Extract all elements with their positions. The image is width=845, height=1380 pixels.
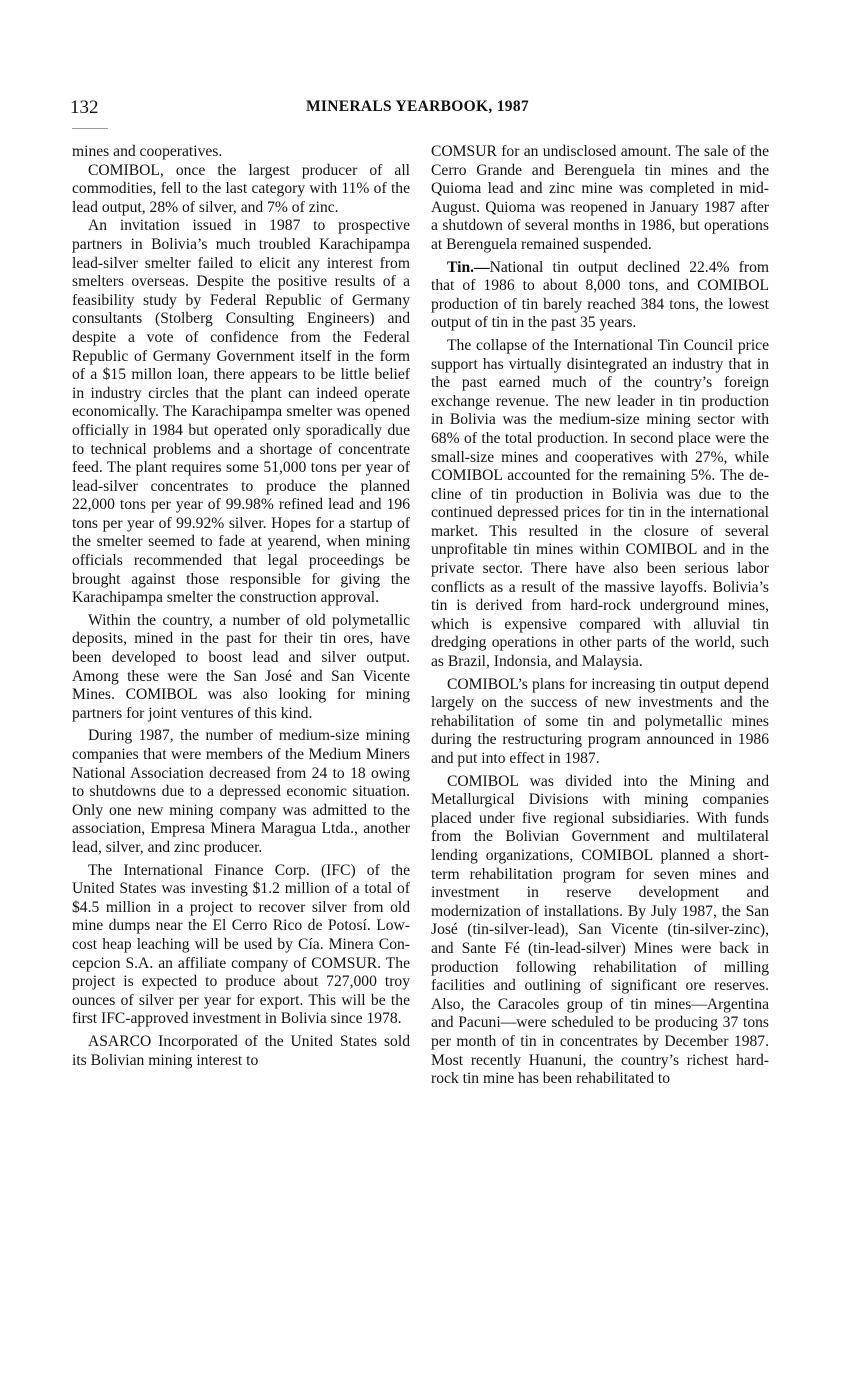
paragraph: COMSUR for an undisclosed amount. The sale of the Cerro Grande and Berenguela tin mines and the Quioma lead and zinc mine was completed in mid-August. Quioma was reopened in January 1987 after a shutdown of several months in 1986, but operations at Berenguela remained suspended. bbox=[431, 143, 769, 253]
page-number: 132 bbox=[70, 97, 99, 118]
paragraph: COMIBOL’s plans for increasing tin output depend largely on the success of new investments and the rehabilitation of some tin and polymetallic mines during the restructuring program announced in 1986 and put into effect in 1987. bbox=[431, 675, 769, 767]
paragraph: The collapse of the International Tin Council price support has virtually disintegrated an industry that in the past earned much of the country’s foreign exchange revenue. The new leader in tin production in Bolivia was the medium-size mining sector with 68% of the total production. In second place were the small-size mines and cooperatives with 27%, while COMIBOL accounted for the remaining 5%. The decline of tin production in Bolivia was due to the continued depressed prices for tin in the international market. This resulted in the closure of several unprofitable tin mines within COMIBOL and in the private sector. There have also been serious labor conflicts as a result of the massive layoffs. Bolivia’s tin is derived from hard-rock underground mines, which is expensive compared with alluvial tin dredging operations in other parts of the world, such as Brazil, Indonsia, and Malaysia. bbox=[431, 336, 769, 671]
running-title: MINERALS YEARBOOK, 1987 bbox=[306, 98, 529, 115]
header-rule bbox=[72, 128, 108, 129]
paragraph: ASARCO Incorporated of the United States sold its Bolivian mining interest to bbox=[72, 1032, 410, 1069]
paragraph: COMIBOL was divided into the Mining and Metallurgical Divisions with mining companies placed under five regional subsidiaries. With funds from the Bolivian Government and multilateral lending organizations, COMIBOL planned a short-term rehabilitation program for seven mines and investment in reserve development and modernization of installations. By July 1987, the San José (tin-silver-lead), San Vicente (tin-silver-zinc), and Sante Fé (tin-lead-silver) Mines were back in production following rehabilitation of milling facilities and outlining of significant ore reserves. Also, the Caracoles group of tin mines—Argentina and Pacuni—were scheduled to be producing 37 tons per month of tin in concentrates by December 1987. Most recently Huanuni, the country’s richest hard-rock tin mine has been rehabilitated to bbox=[431, 772, 769, 1088]
paragraph: The International Finance Corp. (IFC) of the United States was investing $1.2 million of a total of $4.5 million in a project to recover silver from old mine dumps near the El Cerro Rico de Potosí. Low-cost heap leaching will be used by Cía. Minera Concepcion S.A. an affiliate company of COMSUR. The project is expected to produce about 727,000 troy ounces of silver per year for export. This will be the first IFC-approved investment in Bolivia since 1978. bbox=[72, 861, 410, 1028]
page-header bbox=[70, 97, 775, 125]
tin-heading: Tin.— bbox=[447, 258, 490, 276]
paragraph: mines and cooperatives. bbox=[72, 143, 223, 160]
right-column bbox=[431, 143, 769, 1293]
paragraph: COMIBOL, once the largest producer of all commodities, fell to the last category with 11% of the lead output, 28% of silver, and 7% of zinc. bbox=[72, 161, 410, 216]
paragraph: An invitation issued in 1987 to prospective partners in Bolivia’s much troubled Karachipampa lead-silver smelter failed to elicit any interest from smelters overseas. Despite the positive results of a feasibility study by Federal Republic of Germany consultants (Stolberg Consulting Engineers) and despite a vote of confidence from the Federal Republic of Germany Government itself in the form of a $15 millon loan, there appears to be little belief in industry circles that the plant can indeed operate economically. The Karachipampa smelter was opened officially in 1984 but operated only sporadically due to technical problems and a shortage of concentrate feed. The plant requires some 51,000 tons per year of lead-silver concentrates to produce the planned 22,000 tons per year of 99.98% refined lead and 196 tons per year of 99.92% silver. Hopes for a startup of the smelter seemed to fade at yearend, when mining officials recommended that legal proceedings be brought against those responsible for giving the Karachipampa smelter the construction approval. bbox=[72, 217, 410, 607]
paragraph: Within the country, a number of old polymetallic deposits, mined in the past for their tin ores, have been developed to boost lead and silver output. Among these were the San José and San Vicente Mines. COMIBOL was also looking for mining partners for joint ventures of this kind. bbox=[72, 611, 410, 722]
left-column bbox=[72, 143, 410, 1293]
tin-text: National tin output declined 22.4% from that of 1986 to about 8,000 tons, and COMIBOL production of tin barely reached 384 tons, the lowest output of tin in the past 35 years. bbox=[431, 258, 769, 332]
paragraph: During 1987, the number of medium-size mining companies that were members of the Medium Miners National Association decreased from 24 to 18 owing to shutdowns due to a depressed economic situation. Only one new mining company was admitted to the association, Empresa Minera Maragua Ltda., another lead, silver, and zinc producer. bbox=[72, 727, 410, 856]
tin-paragraph bbox=[431, 259, 769, 333]
